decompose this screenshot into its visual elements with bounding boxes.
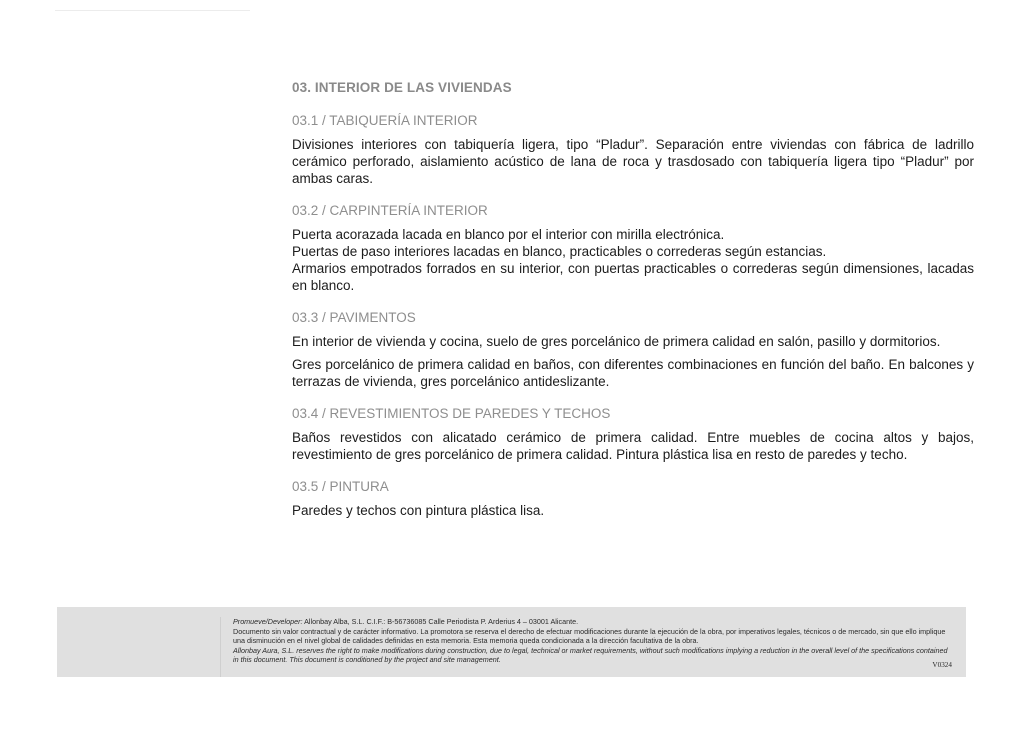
paragraph: En interior de vivienda y cocina, suelo de gres porcelánico de primera calidad en salón, pasillo y dormitorios. bbox=[292, 334, 941, 349]
paragraph: Baños revestidos con alicatado cerámico de primera calidad. Entre muebles de cocina altos y bajos, revestimiento de gres porcelánico de primera calidad. Pintura plástica lisa en resto de paredes y techo. bbox=[292, 430, 974, 462]
developer-text: Allonbay Alba, S.L. C.I.F.: B-56736085 Calle Periodista P. Arderius 4 – 03001 Alicante. bbox=[302, 617, 579, 626]
section-title: 03. INTERIOR DE LAS VIVIENDAS bbox=[292, 80, 512, 95]
subsection-pintura bbox=[292, 478, 974, 519]
footer bbox=[57, 607, 966, 677]
subsection-heading: 03.5 / PINTURA bbox=[292, 479, 389, 494]
paragraph: Puertas de paso interiores lacadas en blanco, practicables o correderas según estancias. bbox=[292, 244, 827, 259]
paragraph: Paredes y techos con pintura plástica lisa. bbox=[292, 503, 545, 518]
disclaimer-en: Allonbay Aura, S.L. reserves the right to make modifications during construction, due to legal, technical or market requirements, without such modifications implying a reduction in the overall level of the specifications contained in this document. This document is conditioned by the project and site management. bbox=[233, 645, 948, 665]
subsection-heading: 03.3 / PAVIMENTOS bbox=[292, 310, 416, 325]
subsection-heading: 03.4 / REVESTIMIENTOS DE PAREDES Y TECHOS bbox=[292, 406, 611, 421]
top-divider bbox=[55, 10, 250, 11]
footer-divider bbox=[220, 617, 221, 677]
paragraph: Armarios empotrados forrados en su interior, con puertas practicables o correderas según dimensiones, lacadas en blanco. bbox=[292, 261, 974, 293]
subsection-heading: 03.1 / TABIQUERÍA INTERIOR bbox=[292, 113, 478, 128]
paragraph: Gres porcelánico de primera calidad en baños, con diferentes combinaciones en función del baño. En balcones y terrazas de vivienda, gres porcelánico antideslizante. bbox=[292, 357, 974, 389]
subsection-tabiqueria bbox=[292, 112, 974, 187]
subsection-heading: 03.2 / CARPINTERÍA INTERIOR bbox=[292, 203, 488, 218]
developer-label: Promueve/Developer: bbox=[233, 617, 303, 626]
footer-text bbox=[233, 617, 948, 665]
paragraph: Puerta acorazada lacada en blanco por el interior con mirilla electrónica. bbox=[292, 227, 725, 242]
document-body bbox=[292, 80, 974, 534]
disclaimer-es: Documento sin valor contractual y de carácter informativo. La promotora se reserva el derecho de efectuar modificaciones durante la ejecución de la obra, por imperativos legales, técnicos o de mercado, sin que ello implique una disminución en el nivel global de calidades definidas en esta memoria. Esta memoria queda condicionada a la dirección facultativa de la obra. bbox=[233, 626, 946, 646]
subsection-carpinteria bbox=[292, 202, 974, 294]
paragraph: Divisiones interiores con tabiquería ligera, tipo “Pladur”. Separación entre viviendas con fábrica de ladrillo cerámico perforado, aislamiento acústico de lana de roca y trasdosado con tabiquería ligera tipo “Pladur” por ambas caras. bbox=[292, 137, 974, 186]
subsection-revestimientos bbox=[292, 405, 974, 463]
subsection-pavimentos bbox=[292, 309, 974, 390]
version-code: V0324 bbox=[932, 661, 952, 669]
developer-line bbox=[233, 617, 948, 627]
